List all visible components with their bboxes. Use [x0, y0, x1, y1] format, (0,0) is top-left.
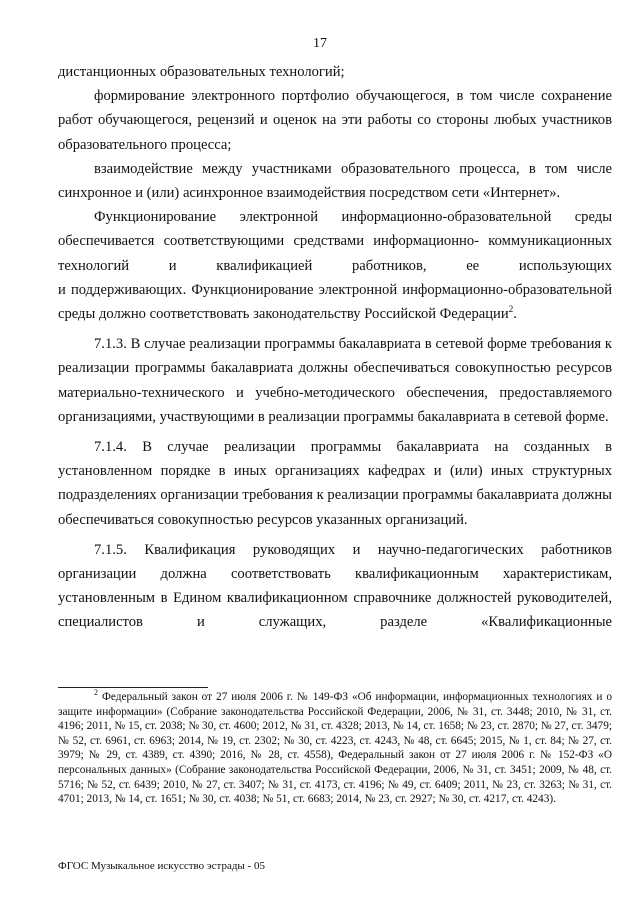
- footnote-text: Федеральный закон от 27 июля 2006 г. № 149-ФЗ «Об информации, информационных технологиях и о защите информации» (Собрание законодательства Российской Федерации, 2006, № 31, ст. 3448; 2010, № 31, ст. 4196; 2011, № 15, ст. 2038; № 30, ст. 4600; 2012, № 31, ст. 4328; 2013, № 14, ст. 1658; № 23, ст. 2870; № 27, ст. 3479; № 52, ст. 6961, ст. 6963; 2014, № 19, ст. 2302; № 30, ст. 4223, ст. 4243, № 48, ст. 6645; 2015, № 1, ст. 84; № 27, ст. 3979; № 29, ст. 4389, ст. 4390; 2016, № 28, ст. 4558), Федеральный закон от 27 июля 2006 г. № 152-ФЗ «О персональных данных» (Собрание законодательства Российской Федерации, 2006, № 31, ст. 3451; 2009, № 48, ст. 5716; № 52, ст. 6439; 2010, № 27, ст. 3407; № 31, ст. 4173, ст. 4196; № 49, ст. 6409; 2011, № 23, ст. 3263; № 31, ст. 4701; 2013, № 14, ст. 1651; № 30, ст. 4038; № 51, ст. 6683; 2014, № 23, ст. 2927; № 30, ст. 4217, ст. 4243).: [58, 691, 612, 806]
- body-text: [58, 60, 612, 635]
- sentence-end: .: [513, 306, 517, 323]
- footer-label: ФГОС Музыкальное искусство эстрады - 05: [58, 860, 265, 872]
- page-number: 17: [313, 36, 327, 51]
- paragraph: взаимодействие между участниками образовательного процесса, в том числе синхронное и (или) асинхронное взаимодействия посредством сети «Интернет».: [58, 160, 612, 202]
- footnote-reference: 2: [508, 304, 514, 315]
- paragraph: 7.1.4. В случае реализации программы бакалавриата на созданных в установленном порядке в иных организациях кафедрах и (или) иных структурных подразделениях организации требования к реализации программы бакалавриата должны обеспечиваться совокупностью ресурсов указанных организаций.: [58, 439, 612, 528]
- paragraph: 7.1.5. Квалификация руководящих и научно-педагогических работников организации должна соответствовать квалификационным характеристикам, установленным в Едином квалификационном справочнике должностей руководителей, специалистов и служащих, разделе «Квалификационные: [58, 541, 612, 631]
- footnote-divider: [58, 687, 208, 688]
- paragraph: 7.1.3. В случае реализации программы бакалавриата в сетевой форме требования к реализации программы бакалавриата должны обеспечиваться совокупностью ресурсов материально-технического и учебно-методического обеспечения, предоставляемого организациями, участвующими в реализации программы бакалавриата в сетевой форме.: [58, 336, 612, 425]
- paragraph: дистанционных образовательных технологий;: [58, 64, 345, 80]
- footnote: [58, 690, 612, 807]
- paragraph-text: и поддерживающих. Функционирование электронной информационно-образовательной среды должно соответствовать законодательству Российской Федерации: [58, 281, 612, 323]
- paragraph: [58, 278, 612, 326]
- paragraph: формирование электронного портфолио обучающегося, в том числе сохранение работ обучающегося, рецензий и оценок на эти работы со стороны любых участников образовательного процесса;: [58, 88, 612, 153]
- paragraph: Функционирование электронной информационно-образовательной среды обеспечивается соответствующими средствами информационно- коммуникационных технологий и квалификацией работников, ее использующих: [58, 209, 612, 274]
- footnote-marker: 2: [94, 688, 98, 698]
